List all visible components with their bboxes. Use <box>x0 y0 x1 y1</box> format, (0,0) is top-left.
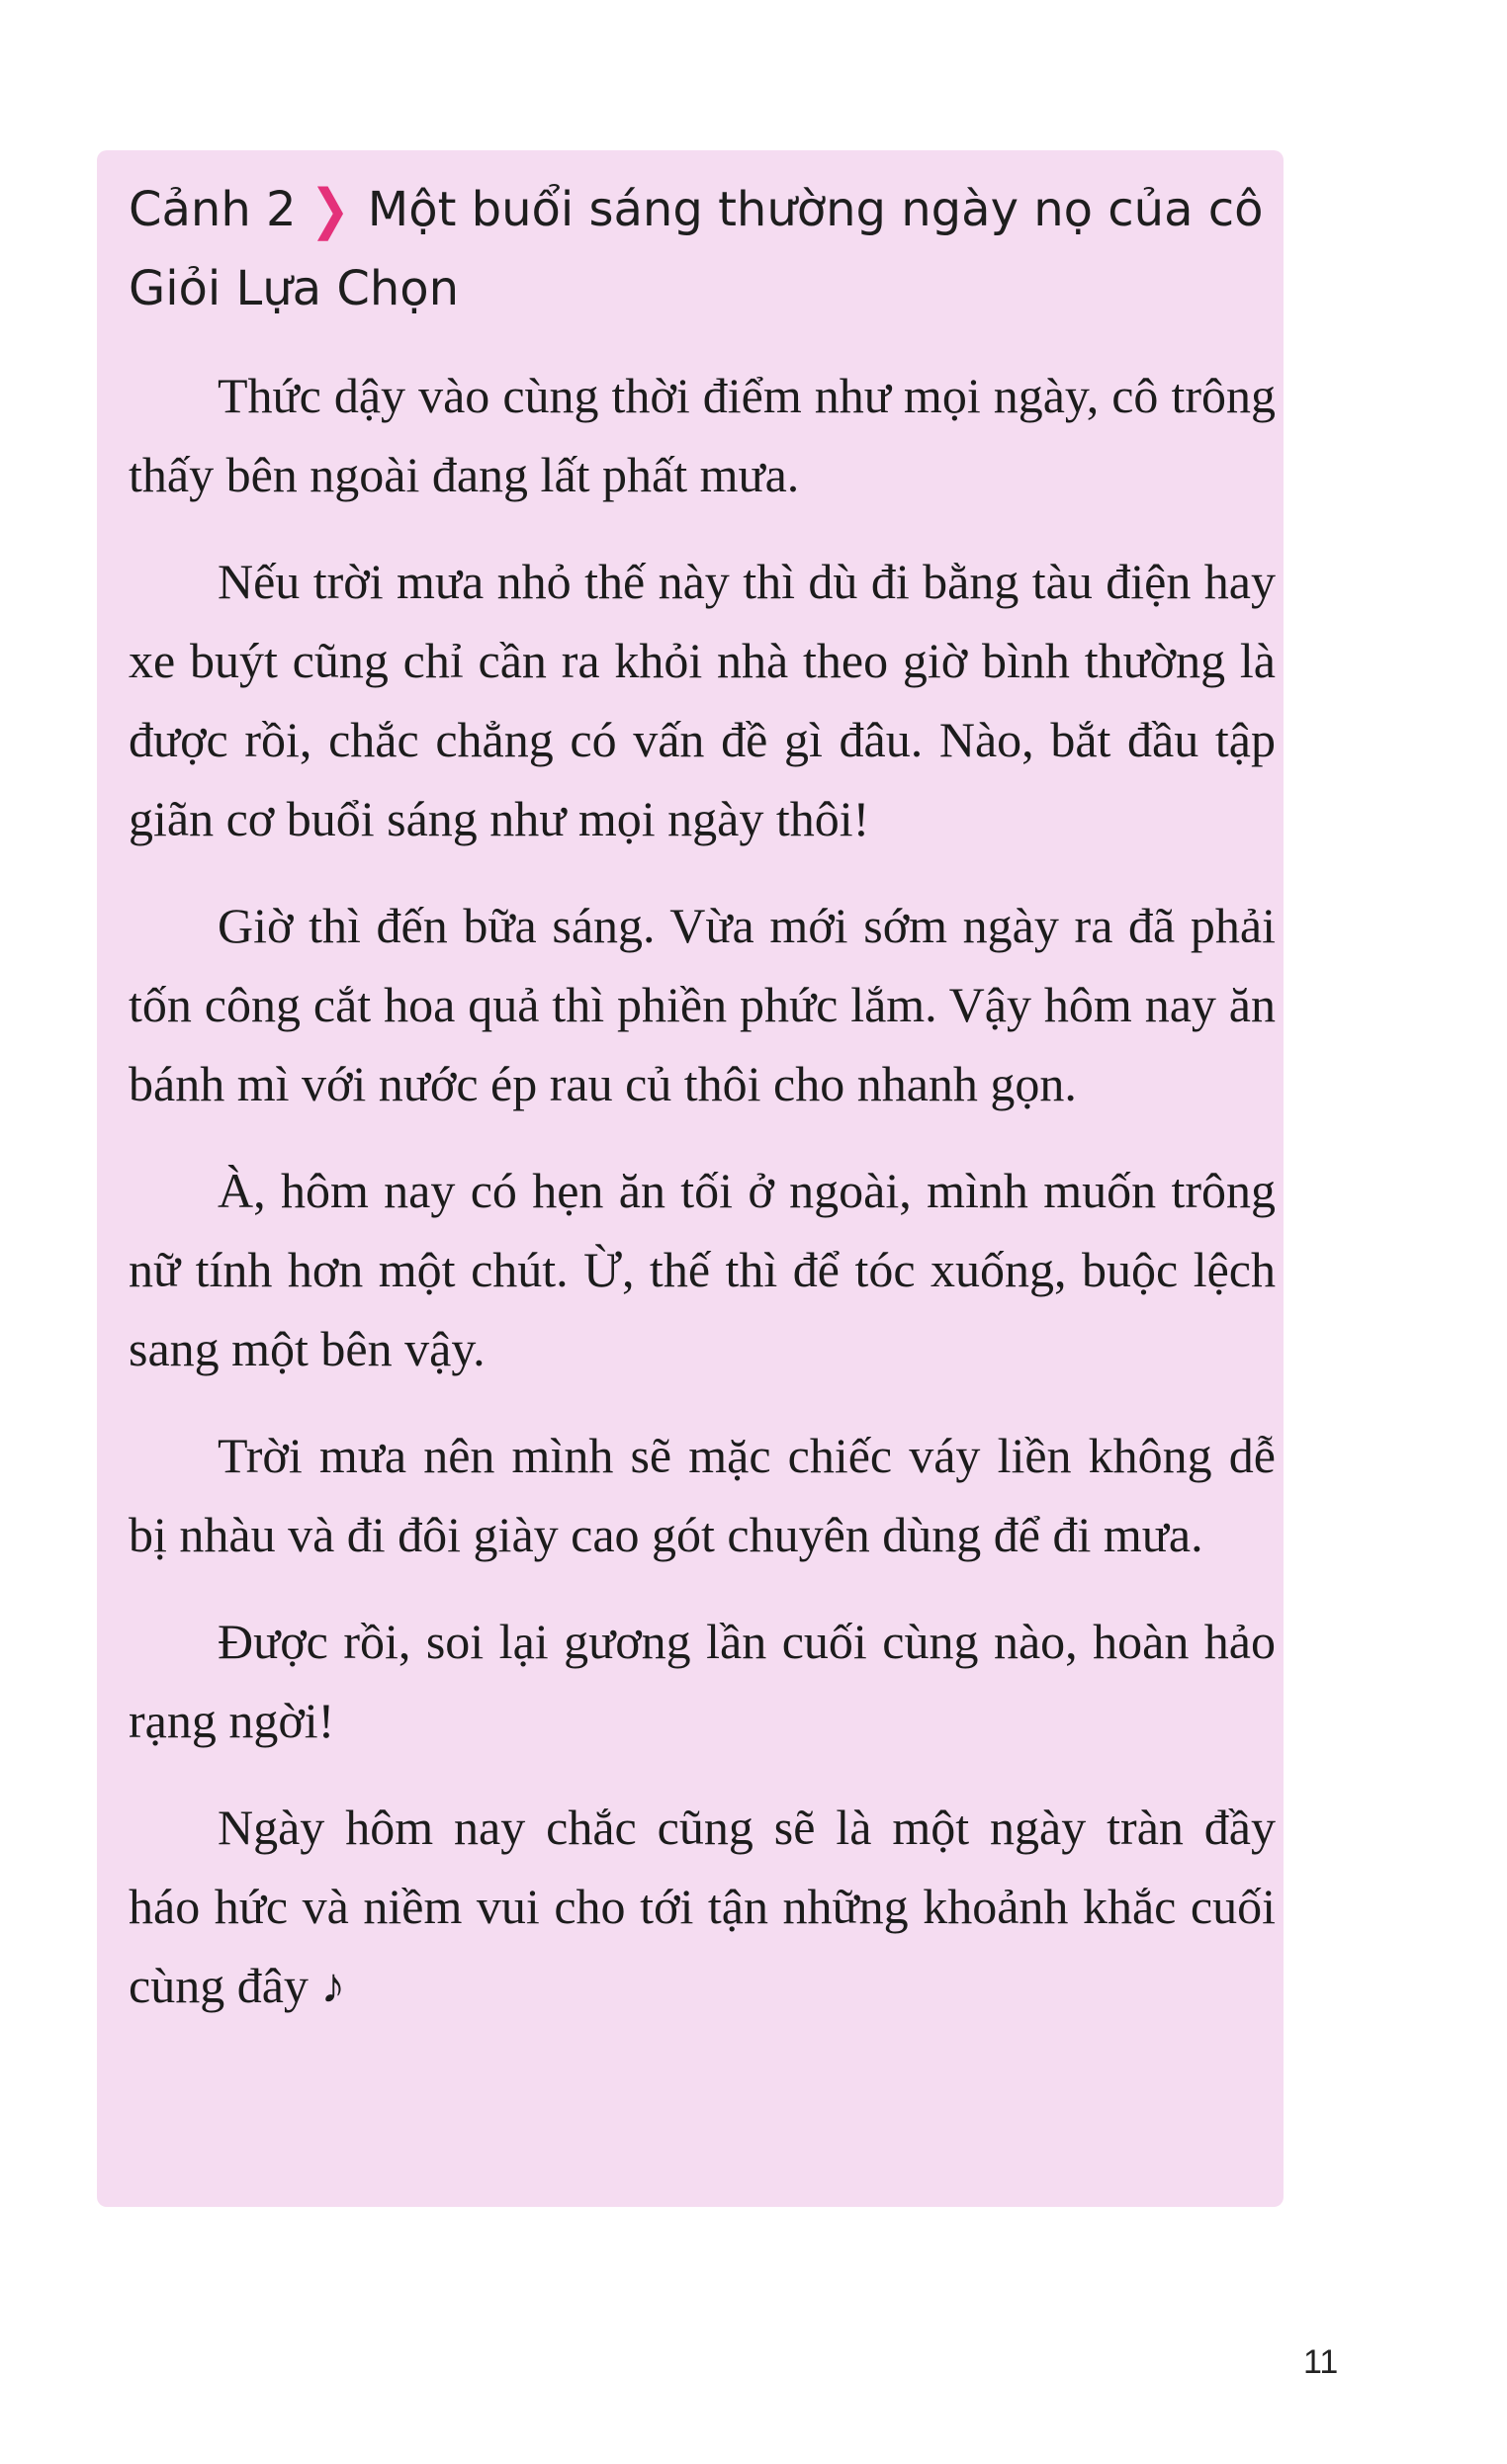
paragraph: Thức dậy vào cùng thời điểm như mọi ngày, cô trông thấy bên ngoài đang lất phất mưa. <box>129 368 1276 502</box>
page-number: 11 <box>1303 2343 1339 2381</box>
paragraph: Được rồi, soi lại gương lần cuối cùng nào, hoàn hảo rạng ngời! <box>129 1614 1276 1748</box>
scene-heading <box>129 170 1266 328</box>
chevron-right-icon: ❯ <box>310 177 350 242</box>
paragraph: Nếu trời mưa nhỏ thế này thì dù đi bằng tàu điện hay xe buýt cũng chỉ cần ra khỏi nhà theo giờ bình thường là được rồi, chắc chẳng có vấn đề gì đâu. Nào, bắt đầu tập giãn cơ buổi sáng như mọi ngày thôi! <box>129 554 1276 846</box>
paragraph: Trời mưa nên mình sẽ mặc chiếc váy liền không dễ bị nhàu và đi đôi giày cao gót chuyên dùng để đi mưa. <box>129 1428 1276 1562</box>
paragraph: À, hôm nay có hẹn ăn tối ở ngoài, mình muốn trông nữ tính hơn một chút. Ừ, thế thì để tóc xuống, buộc lệch sang một bên vậy. <box>129 1163 1276 1376</box>
paragraph: Ngày hôm nay chắc cũng sẽ là một ngày tràn đầy háo hức và niềm vui cho tới tận những khoảnh khắc cuối cùng đây ♪ <box>129 1800 1276 2013</box>
scene-title: Một buổi sáng thường ngày nọ của cô Giỏi Lựa Chọn <box>129 182 1264 316</box>
paragraph: Giờ thì đến bữa sáng. Vừa mới sớm ngày ra đã phải tốn công cắt hoa quả thì phiền phức lắm. Vậy hôm nay ăn bánh mì với nước ép rau củ thôi cho nhanh gọn. <box>129 898 1276 1111</box>
body-text <box>129 356 1276 2053</box>
scene-label: Cảnh 2 <box>129 182 297 237</box>
